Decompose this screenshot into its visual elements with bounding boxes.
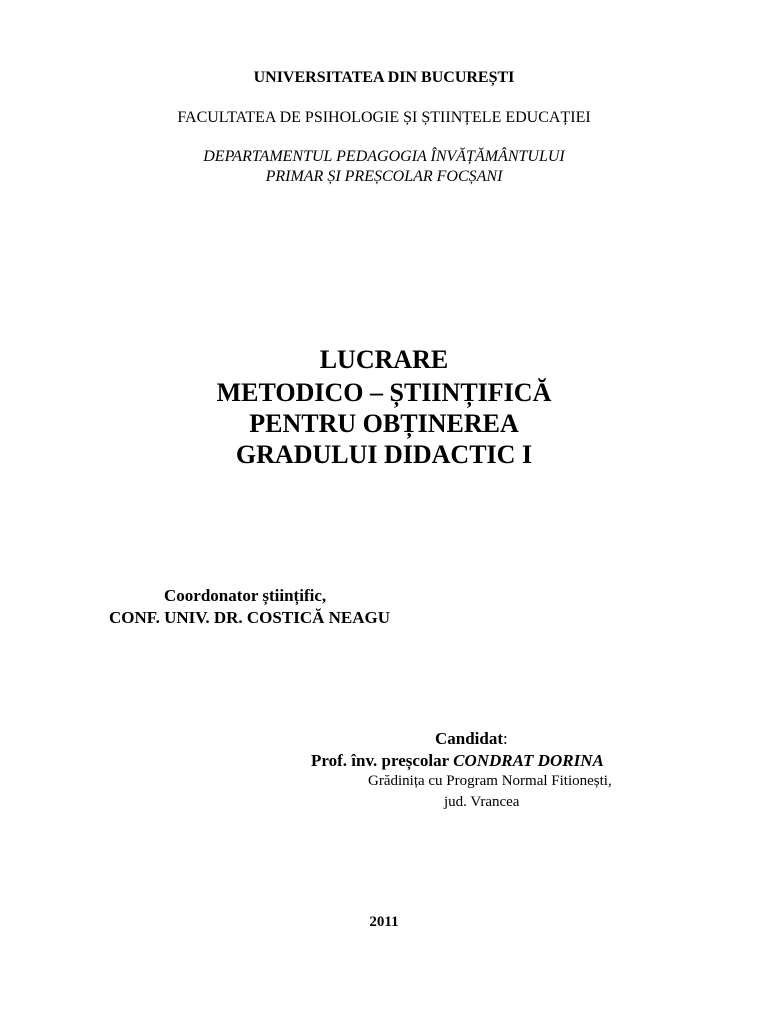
coordinator-label: Coordonator științific, <box>164 586 327 605</box>
candidate-name-line <box>311 752 604 769</box>
candidate-name: CONDRAT DORINA <box>453 751 604 770</box>
department-line-1: DEPARTAMENTUL PEDAGOGIA ÎNVĂȚĂMÂNTULUI <box>203 148 565 165</box>
candidate-label-line <box>435 730 508 747</box>
candidate-school: Grădinița cu Program Normal Fitionești, <box>368 773 612 789</box>
coordinator-name: CONF. UNIV. DR. COSTICĂ NEAGU <box>109 608 391 627</box>
title-line-3: PENTRU OBȚINEREA <box>249 409 519 438</box>
department-line-2: PRIMAR ȘI PREȘCOLAR FOCȘANI <box>265 168 503 185</box>
title-line-2: METODICO – ȘTIINȚIFICĂ <box>216 378 552 407</box>
document-year: 2011 <box>369 914 399 930</box>
university-name: UNIVERSITATEA DIN BUCUREȘTI <box>253 69 515 86</box>
faculty-name: FACULTATEA DE PSIHOLOGIE ȘI ȘTIINȚELE EDUCAȚIEI <box>177 109 591 126</box>
candidate-county: jud. Vrancea <box>444 794 520 810</box>
candidate-label-colon: : <box>503 729 508 748</box>
candidate-label: Candidat <box>435 729 504 748</box>
title-line-1: LUCRARE <box>319 345 449 374</box>
candidate-title: Prof. înv. preșcolar <box>311 751 454 770</box>
title-line-4: GRADULUI DIDACTIC I <box>235 440 533 469</box>
